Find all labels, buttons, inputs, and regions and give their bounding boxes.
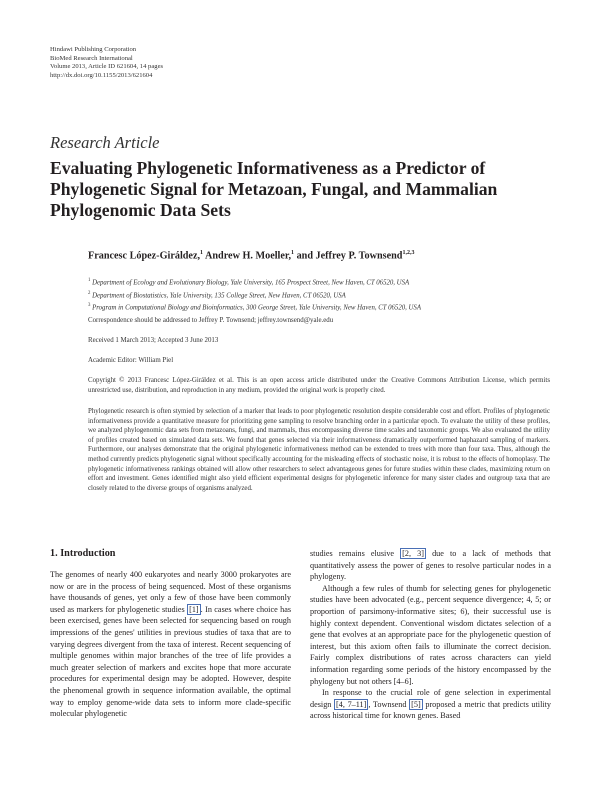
paragraph: studies remains elusive [2, 3] due to a lack of methods that quantitatively assess the power of genes to resolve particular nodes in a phylogeny. <box>310 549 551 582</box>
paragraph: The genomes of nearly 400 eukaryotes and nearly 3000 prokaryotes are now or are in the process of being sequenced. Most of these organisms have thousands of genes, yet only a few of those have been commonly used as markers for phylogenetic studies [1] . In cases where choice has been exercised, genes have been selected for sequencing based on rough impressions of the genes' utilities in previous studies of taxa that are to varying degrees divergent from the taxa of interest. Recent sequencing of multiple genomes within major branches of the tree of life provides a much greater selection of markers and excites hope that more accurate procedures for experimental design may be adopted. However, despite the phenomenal growth in sequence information available, the optimal way to employ genome-wide data sets to inform more clade-specific molecular phylogenetic <box>50 570 292 719</box>
author-affil-sup: 1 <box>200 250 204 256</box>
correspondence: Correspondence should be addressed to Jeffrey P. Townsend; jeffrey.townsend@yale.edu <box>88 317 334 324</box>
publisher-info <box>50 46 163 80</box>
author-name: Andrew H. Moeller, <box>205 250 292 262</box>
affiliation-item: $^3$ Program in Computational Biology and Bioinformatics, 300 George Street, Yale University, New Haven, CT 06520, USA <box>88 303 421 312</box>
copyright-notice: Copyright © 2013 Francesc López-Giráldez et al. This is an open access article distributed under the Creative Commons Attribution License, which permits unrestricted use, distribution, and reproduction in any medium, provided the original work is properly cited. <box>88 377 550 394</box>
affiliation-item: $^1$ Department of Ecology and Evolutionary Biology, Yale University, 165 Prospect Street, New Haven, CT 06520, USA <box>88 278 410 287</box>
affiliation-item: $^2$ Department of Biostatistics, Yale University, 135 College Street, New Haven, CT 06520, USA <box>88 290 346 299</box>
left-column <box>50 548 291 720</box>
citation-link[interactable]: [2, 3] <box>402 549 424 558</box>
publisher-name: Hindawi Publishing Corporation <box>50 46 137 53</box>
author-name: Francesc López-Giráldez, <box>88 250 201 262</box>
volume-info: Volume 2013, Article ID 621604, 14 pages <box>50 63 164 71</box>
author-list <box>88 250 414 261</box>
citation-link[interactable]: [4, 7–11] <box>336 699 367 709</box>
affiliations <box>88 276 421 314</box>
section-heading: 1. Introduction <box>50 548 116 559</box>
received-dates: Received 1 March 2013; Accepted 3 June 2013 <box>88 337 219 344</box>
author-affil-sup: 1 <box>291 250 295 256</box>
doi-link[interactable]: http://dx.doi.org/10.1155/2013/621604 <box>50 71 153 79</box>
paragraph: In response to the crucial role of gene selection in experimental design [4, 7–11] , Townsend [5] proposed a metric that predicts utility across historical time for known genes. Based <box>310 688 551 721</box>
citation-link[interactable]: [5] <box>411 699 421 709</box>
journal-name: BioMed Research International <box>50 54 133 62</box>
abstract: Phylogenetic research is often stymied by selection of a marker that leads to poor phylogenetic resolution despite considerable cost and effort. Profiles of phylogenetic informativeness provide a quantitative measure for prioritizing gene sampling to resolve branching order in a particular epoch. To evaluate the utility of these profiles, we analyzed phylogenomic data sets from metazoans, fungi, and mammals, thus encompassing diverse time scales and taxonomic groups. We also evaluated the utility of profiles created based on simulated data sets. We found that genes selected via their informativeness dramatically outperformed haphazard sampling of markers. Furthermore, our analyses demonstrate that the original phylogenetic informativeness method can be extended to trees with more than four taxa. Thus, although the method currently predicts phylogenetic signal without specifically accounting for the misleading effects of stochastic noise, it is robust to the effects of homoplasy. The phylogenetic informativeness rankings obtained will allow other researchers to select advantageous genes for future studies within these clades, maximizing return on effort and investment. Genes identified might also yield efficient experimental designs for phylogenetic inference for many sister clades and outgroup taxa that are closely related to the diverse groups of organisms analyzed. <box>88 408 550 492</box>
right-column <box>310 548 551 722</box>
author-affil-sup: 1,2,3 <box>402 250 415 256</box>
citation-link[interactable]: [1] <box>189 604 199 614</box>
article-title: Evaluating Phylogenetic Informativeness as a Predictor of Phylogenetic Signal for Metazoan, Fungal, and Mammalian Phylogenomic Data Sets <box>50 158 498 221</box>
article-type: Research Article <box>50 133 160 152</box>
paragraph: Although a few rules of thumb for selecting genes for phylogenetic studies have been advocated (e.g., percent sequence divergence; 4, 5; or proportion of parsimony-informative sites; 6), their successful use is highly context dependent. Conventional wisdom dictates selection of a gene that evolves at an appropriate pace for the phylogenetic question of interest, but this axiom often fails to illuminate the correct decision. Fairly complex distributions of rates across characters can yield information regarding some periods of the history encompassed by the phylogeny but not others [4–6]. <box>310 583 551 686</box>
author-name: and Jeffrey P. Townsend <box>296 250 403 262</box>
academic-editor: Academic Editor: William Piel <box>88 357 174 364</box>
